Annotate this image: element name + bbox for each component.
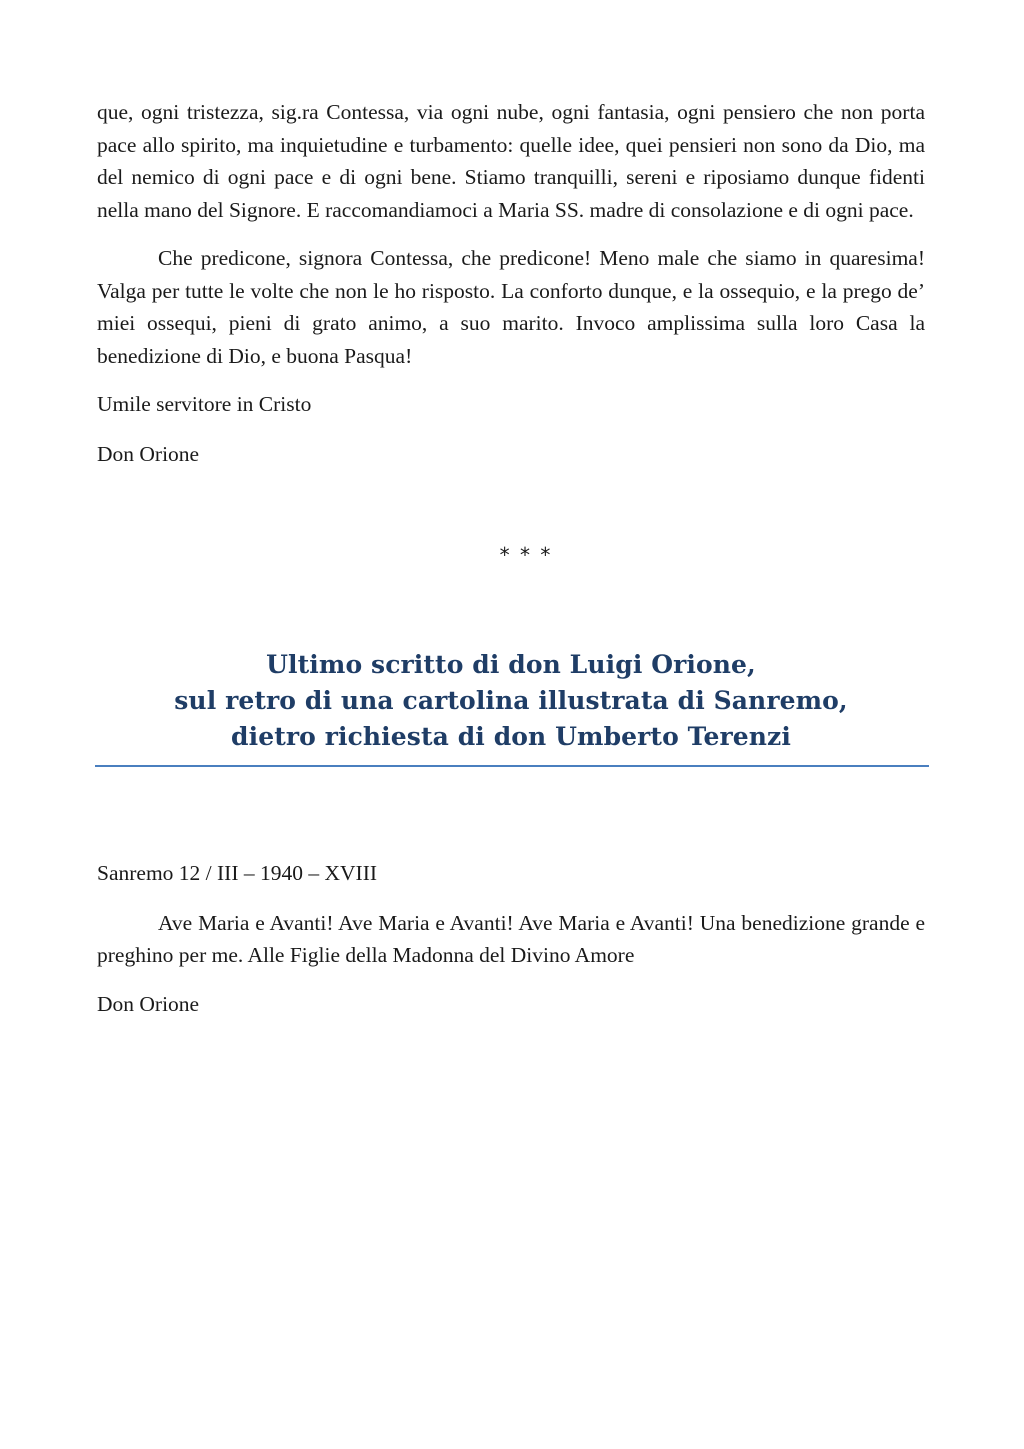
section-title-line-3: dietro richiesta di don Umberto Terenzi [231,722,791,751]
letter-signature: Don Orione [97,441,200,466]
section-title-line-1: Ultimo scritto di don Luigi Orione, [266,650,756,679]
section-title [97,647,925,755]
postcard-date: Sanremo 12 / III – 1940 – XVIII [97,861,378,885]
section-title-line-2: sul retro di una cartolina illustrata di Sanremo, [174,686,848,715]
document-page [97,96,925,1037]
section-separator: * * * [499,543,553,567]
letter-paragraph-2: Che predicone, signora Contessa, che predicone! Meno male che siamo in quaresima! Valga per tutte le volte che non le ho risposto. La conforto dunque, e la ossequio, e la prego de’ miei ossequi, pieni di grato animo, a suo marito. Invoco amplissima sulla loro Casa la benedizione di Dio, e buona Pasqua! [97,246,925,368]
postcard-signature: Don Orione [97,991,200,1016]
postcard-body: Ave Maria e Avanti! Ave Maria e Avanti! Ave Maria e Avanti! Una benedizione grande e preghino per me. Alle Figlie della Madonna del Divino Amore [97,910,925,967]
letter-closing: Umile servitore in Cristo [97,392,312,416]
letter-paragraph-1: que, ogni tristezza, sig.ra Contessa, via ogni nube, ogni fantasia, ogni pensiero che non porta pace allo spirito, ma inquietudine e turbamento: quelle idee, quei pensieri non sono da Dio, ma del nemico di ogni pace e di ogni bene. Stiamo tranquilli, sereni e riposiamo dunque fidenti nella mano del Signore. E raccomandiamoci a Maria SS. madre di consolazione e di ogni pace. [97,100,925,222]
title-underline-rule [95,765,929,767]
